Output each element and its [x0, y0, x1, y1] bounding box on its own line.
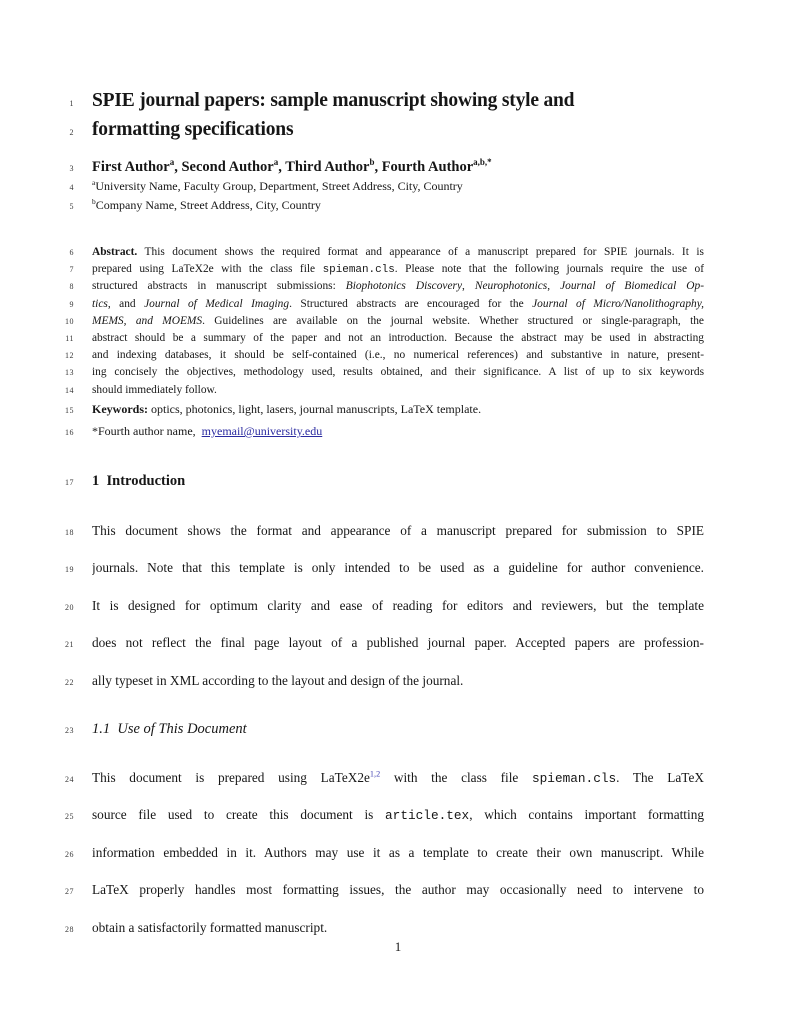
line-text: $^a$University Name, Faculty Group, Department, Street Address, City, Country — [92, 178, 463, 193]
line-text: tics, and Journal of Medical Imaging. Structured abstracts are encouraged for the Journal of Micro/Nanolithography, — [92, 297, 704, 310]
email-link[interactable]: myemail@university.edu — [201, 424, 323, 438]
line-text: does not reflect the final page layout of a published journal paper. Accepted papers are profession- — [92, 635, 704, 651]
line-text: information embedded in it. Authors may use it as a template to create their own manuscript. While — [92, 844, 704, 860]
block-body1 — [0, 512, 794, 699]
document-line — [0, 422, 794, 440]
line-number: 13 — [65, 368, 74, 378]
line-number: 27 — [65, 887, 74, 897]
inline-code: article.tex — [385, 808, 470, 824]
line-text: MEMS, and MOEMS. Guidelines are available on the journal website. Whether structured or single-paragraph, the — [92, 314, 704, 327]
document-line — [0, 347, 794, 364]
document-line — [0, 330, 794, 347]
document-line — [0, 759, 794, 796]
line-text: First Author$^a$, Second Author$^a$, Third Author$^b$, Fourth Author$^{a,b,*}$ — [92, 157, 492, 175]
document-line — [0, 364, 794, 381]
inline-code: spieman.cls — [531, 771, 617, 786]
line-number: 2 — [69, 127, 74, 137]
line-number: 25 — [65, 812, 74, 822]
line-number: 24 — [65, 775, 74, 784]
line-number: 20 — [65, 602, 74, 612]
block-keywords — [0, 400, 794, 418]
line-text: should immediately follow. — [92, 383, 217, 396]
line-text: Abstract. This document shows the required format and appearance of a manuscript prepared for SPIE journals. It is — [92, 246, 704, 258]
line-text: and indexing databases, it should be self-contained (i.e., no numerical references) and substantive in nature, present- — [92, 349, 704, 362]
document-line — [0, 382, 794, 399]
document-line — [0, 624, 794, 661]
line-text: formatting specifications — [92, 118, 294, 140]
document-line — [0, 719, 794, 739]
line-number: 14 — [65, 385, 74, 395]
document-line — [0, 177, 794, 196]
inline-code: spieman.cls — [322, 264, 395, 277]
citation-link[interactable]: 1,2 — [369, 769, 381, 779]
page-number: 1 — [394, 939, 402, 954]
line-text: source file used to create this document is article.tex, which contains important formatting — [92, 807, 704, 824]
line-number: 28 — [65, 924, 74, 934]
block-title — [0, 87, 794, 144]
block-abstract — [0, 244, 794, 399]
line-number: 21 — [65, 640, 74, 650]
document-line — [0, 116, 794, 145]
document-line — [0, 834, 794, 871]
block-body2 — [0, 759, 794, 946]
line-number: 19 — [65, 565, 74, 575]
line-number: 5 — [69, 201, 74, 211]
line-number: 4 — [69, 183, 74, 192]
block-sec1 — [0, 471, 794, 491]
line-number: 16 — [65, 428, 74, 437]
line-text: $^b$Company Name, Street Address, City, Country — [92, 196, 321, 212]
line-text: Keywords: optics, photonics, light, lasers, journal manuscripts, LaTeX template. — [92, 402, 482, 416]
line-number: 1 — [69, 99, 74, 108]
line-text: prepared using LaTeX2e with the class file spieman.cls. Please note that the following journals require the use of — [92, 263, 704, 277]
document-line — [0, 157, 794, 177]
document-line — [0, 662, 794, 699]
document-line — [0, 512, 794, 549]
line-text: This document shows the format and appearance of a manuscript prepared for submission to SPIE — [92, 523, 704, 538]
block-email — [0, 422, 794, 440]
document-line — [0, 471, 794, 491]
line-text: journals. Note that this template is only intended to be used as a guideline for author convenience. — [92, 560, 704, 576]
block-sub11 — [0, 719, 794, 739]
document-line — [0, 196, 794, 215]
line-number: 12 — [65, 351, 74, 361]
line-number: 8 — [69, 282, 74, 292]
line-number: 11 — [65, 333, 74, 343]
line-text: abstract should be a summary of the paper and not an introduction. Because the abstract may be used in abstracting — [92, 331, 704, 344]
line-number: 26 — [65, 849, 74, 859]
line-text: structured abstracts in manuscript submissions: Biophotonics Discovery, Neurophotonics, Journal of Biomedical Op- — [92, 280, 704, 293]
document-line — [0, 587, 794, 624]
line-text: 1.1 Use of This Document — [92, 721, 247, 737]
line-text: 1 Introduction — [92, 473, 186, 489]
document-line — [0, 549, 794, 586]
block-authors — [0, 157, 794, 177]
document-line — [0, 796, 794, 833]
document-line — [0, 871, 794, 908]
line-number: 18 — [65, 528, 74, 537]
line-number: 22 — [65, 677, 74, 687]
document-line — [0, 296, 794, 313]
document-line — [0, 313, 794, 330]
document-line — [0, 87, 794, 116]
line-number: 6 — [69, 248, 74, 257]
document-line — [0, 261, 794, 278]
document-line — [0, 400, 794, 418]
line-number: 15 — [65, 406, 74, 415]
line-number: 3 — [69, 164, 74, 173]
line-text: ing concisely the objectives, methodology used, results obtained, and their significance. A list of up to six keywords — [92, 366, 704, 379]
line-text: LaTeX properly handles most formatting issues, the author may occasionally need to intervene to — [92, 882, 704, 898]
line-text: This document is prepared using LaTeX2e$^{1,2}$ with the class file spieman.cls. The LaTeX — [92, 769, 704, 786]
line-text: ally typeset in XML according to the layout and design of the journal. — [92, 672, 464, 688]
line-number: 23 — [65, 726, 74, 735]
document-line — [0, 278, 794, 295]
line-number: 7 — [69, 265, 74, 275]
line-text: It is designed for optimum clarity and ease of reading for editors and reviewers, but the template — [92, 597, 704, 613]
line-number: 9 — [69, 299, 74, 309]
line-text: *Fourth author name, myemail@university.edu — [92, 424, 323, 438]
line-text: SPIE journal papers: sample manuscript showing style and — [92, 90, 575, 111]
block-affil — [0, 177, 794, 214]
line-number: 17 — [65, 478, 74, 487]
line-text: obtain a satisfactorily formatted manuscript. — [92, 919, 328, 935]
document-line — [0, 244, 794, 261]
line-number: 10 — [65, 316, 74, 326]
